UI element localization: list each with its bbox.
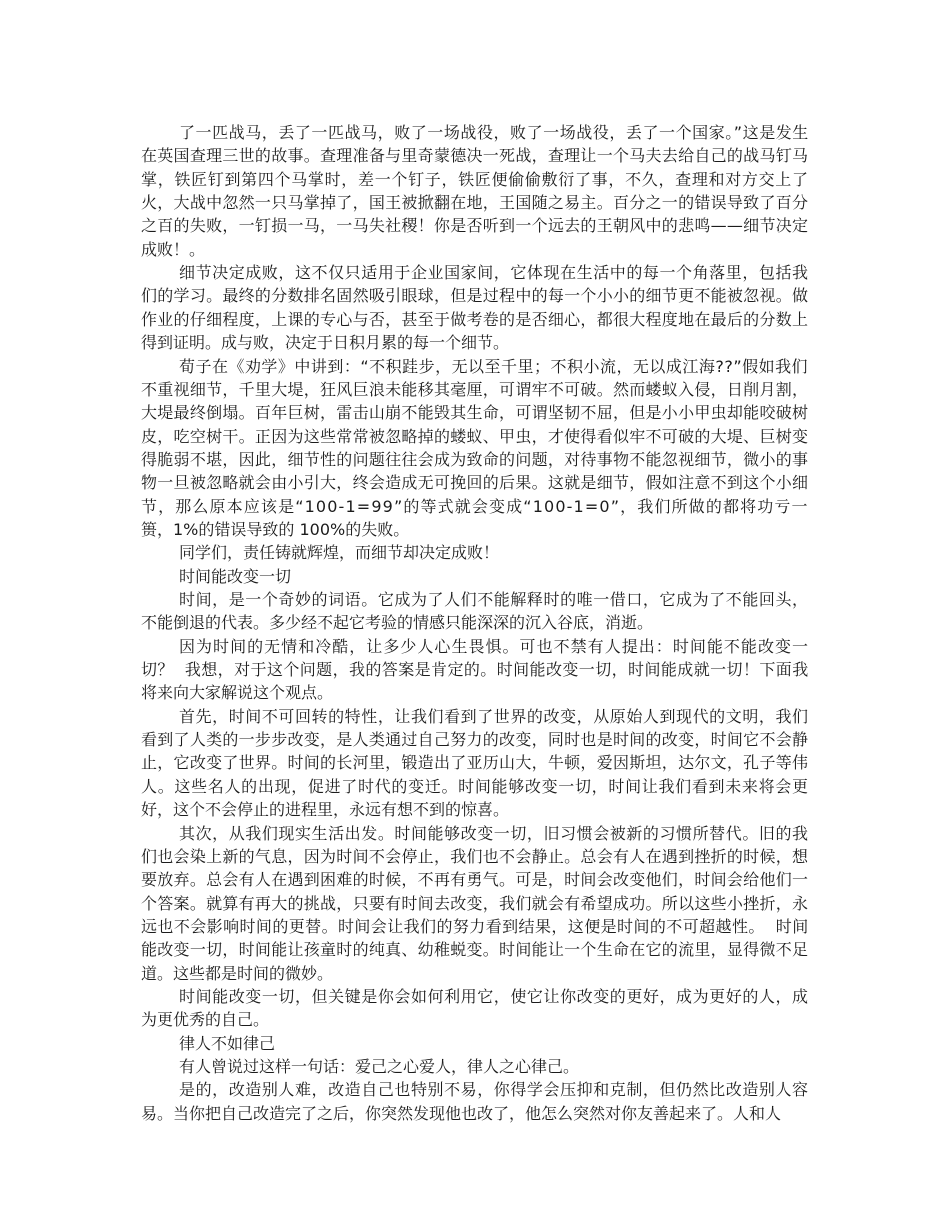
paragraph-first-line: 因为时间的无情和冷酷，让多少人心生畏惧。可也不禁有人提出：时间能不能改变一 (179, 636, 810, 656)
paragraph-line: 切？ 我想，对于这个问题，我的答案是肯定的。时间能改变一切，时间能成就一切！下面我 (141, 660, 809, 680)
paragraph-line: 不重视细节，千里大堤，狂风巨浪未能移其毫厘，可谓牢不可破。然而蝼蚁入侵，日削月割， (141, 379, 809, 399)
paragraph-line: 得到证明。成与败，决定于日积月累的每一个细节。 (141, 333, 510, 353)
paragraph-line: 成败！。 (141, 239, 206, 259)
paragraph-line: 好，这个不会停止的进程里，永远有想不到的惊喜。 (141, 800, 510, 820)
paragraph-line: 们也会染上新的气息，因为时间不会停止，我们也不会静止。总会有人在遇到挫折的时候，想 (141, 846, 809, 866)
paragraph-line: 大堤最终倒塌。百年巨树，雷击山崩不能毁其生命，可谓坚韧不屈，但是小小甲虫却能咬破树 (141, 403, 809, 423)
paragraph-line: 作业的仔细程度，上课的专心与否，甚至于做考卷的是否细心，都很大程度地在最后的分数上 (141, 309, 809, 329)
paragraph-first-line: 了一匹战马，丢了一匹战马，败了一场战役，败了一场战役，丢了一个国家。”这是发生 (179, 123, 809, 142)
paragraph-line: 在英国查理三世的故事。查理准备与里奇蒙德决一死战，查理让一个马夫去给自己的战马钉马 (141, 146, 809, 166)
paragraph-first-line: 时间能改变一切 (179, 566, 292, 586)
paragraph-first-line: 有人曾说过这样一句话：爱己之心爱人，律人之心律己。 (179, 1057, 580, 1076)
paragraph-first-line: 是的，改造别人难，改造自己也特别不易，你得学会压抑和克制，但仍然比改造别人容 (179, 1080, 809, 1100)
paragraph-first-line: 其次，从我们现实生活出发。时间能够改变一切，旧习惯会被新的习惯所替代。旧的我 (179, 823, 809, 843)
paragraph-line: 皮，吃空树干。正因为这些常常被忽略掉的蝼蚁、甲虫，才使得看似牢不可破的大堤、巨树变 (141, 426, 809, 446)
paragraph-line: 能改变一切，时间能让孩童时的纯真、幼稚蜕变。时间能让一个生命在它的流里，显得微不足 (141, 940, 809, 960)
paragraph-first-line: 时间，是一个奇妙的词语。它成为了人们不能解释时的唯一借口，它成为了不能回头， (179, 590, 809, 609)
paragraph-first-line: 律人不如律己 (179, 1033, 276, 1053)
paragraph-line: 将来向大家解说这个观点。 (141, 683, 334, 703)
paragraph-line: 要放弃。总会有人在遇到困难的时候，不再有勇气。可是，时间会改变他们，时间会给他们一 (141, 870, 809, 890)
paragraph-line: 远也不会影响时间的更替。时间会让我们的努力看到结果，这便是时间的不可超越性。 时间 (141, 916, 809, 936)
paragraph-line: 道。这些都是时间的微妙。 (141, 963, 334, 983)
paragraph-first-line: 时间能改变一切，但关键是你会如何利用它，使它让你改变的更好，成为更好的人，成 (179, 986, 809, 1006)
paragraph-line: 得脆弱不堪，因此，细节性的问题往往会成为致命的问题，对待事物不能忽视细节，微小的事 (141, 449, 809, 469)
paragraph-line: 火，大战中忽然一只马掌掉了，国王被掀翻在地，王国随之易主。百分之一的错误导致了百分 (141, 193, 809, 213)
paragraph-first-line: 细节决定成败，这不仅只适用于企业国家间，它体现在生活中的每一个角落里，包括我 (179, 263, 809, 283)
paragraph-line: 节，那么原本应该是“100-1=99”的等式就会变成“100-1=0”，我们所做的都将功亏一 (141, 496, 809, 516)
paragraph-line: 人。这些名人的出现，促进了时代的变迁。时间能够改变一切，时间让我们看到未来将会更 (141, 776, 809, 796)
paragraph-line: 止，它改变了世界。时间的长河里，锻造出了亚历山大，牛顿，爱因斯坦，达尔文，孔子等伟 (141, 753, 809, 773)
paragraph-line: 物一旦被忽略就会由小引大，终会造成无可挽回的后果。这就是细节，假如注意不到这个小细 (141, 473, 809, 493)
paragraph-line: 不能倒退的代表。多少经不起它考验的情感只能深深的沉入谷底，消逝。 (141, 613, 654, 633)
paragraph-line: 个答案。就算有再大的挑战，只要有时间去改变，我们就会有希望成功。所以这些小挫折，永 (141, 893, 809, 913)
paragraph-line: 易。当你把自己改造完了之后，你突然发现他也改了，他怎么突然对你友善起来了。人和人 (141, 1103, 782, 1123)
paragraph-line: 篑，1%的错误导致的 100%的失败。 (141, 519, 410, 539)
paragraph-first-line: 同学们，责任铸就辉煌，而细节却决定成败！ (179, 543, 500, 563)
paragraph-line: 掌，铁匠钉到第四个马掌时，差一个钉子，铁匠便偷偷敷衍了事，不久，查理和对方交上了 (141, 169, 809, 189)
paragraph-line: 们的学习。最终的分数排名固然吸引眼球，但是过程中的每一个小小的细节更不能被忽视。做 (141, 286, 809, 306)
paragraph-first-line: 首先，时间不可回转的特性，让我们看到了世界的改变，从原始人到现代的文明，我们 (179, 706, 809, 726)
paragraph-first-line: 荀子在《劝学》中讲到：“不积跬步，无以至千里；不积小流，无以成江海??”假如我们 (179, 356, 809, 376)
paragraph-line: 看到了人类的一步步改变，是人类通过自己努力的改变，同时也是时间的改变，时间它不会静 (141, 730, 809, 750)
paragraph-line: 之百的失败，一钉损一马，一马失社稷！你是否听到一个远去的王朝风中的悲鸣——细节决定 (141, 216, 809, 236)
paragraph-line: 为更优秀的自己。 (141, 1010, 270, 1030)
